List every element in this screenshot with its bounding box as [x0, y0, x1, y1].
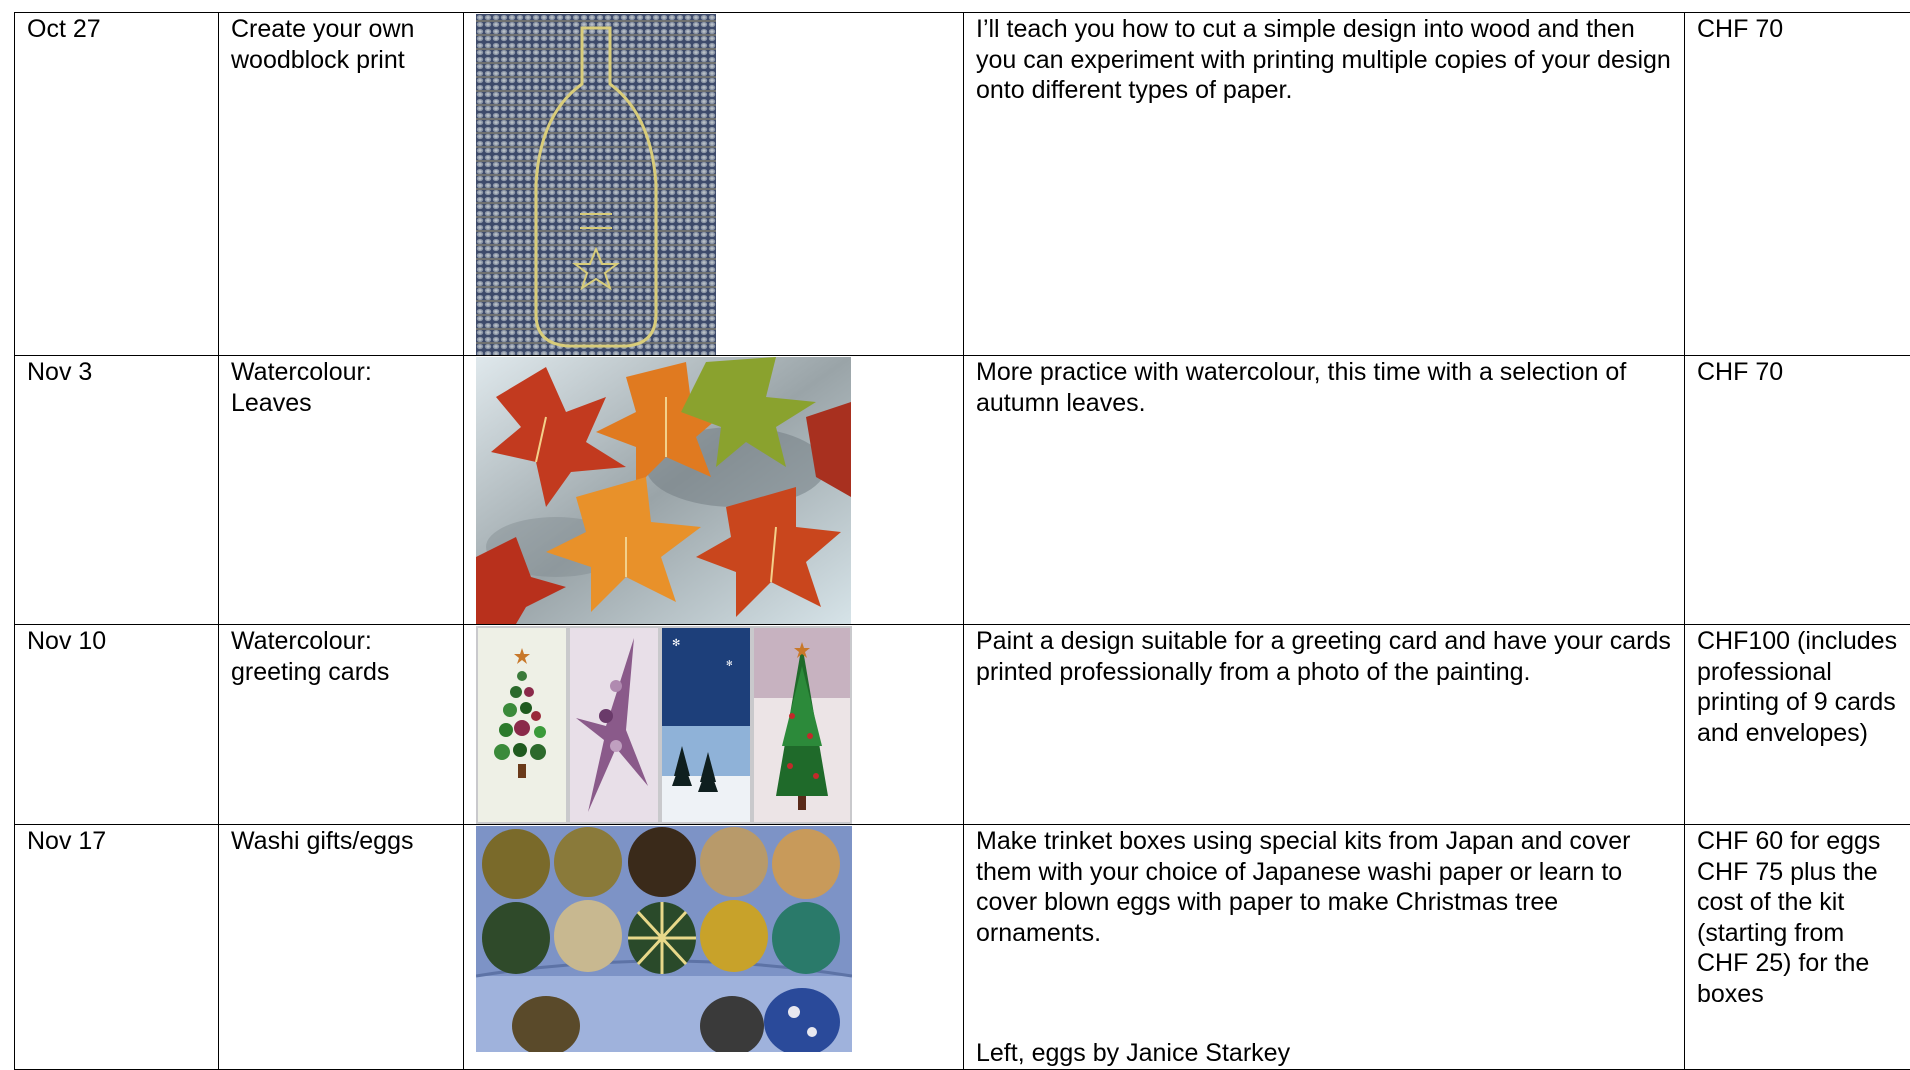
title-cell: Washi gifts/eggs	[219, 825, 464, 1070]
workshop-schedule-table	[14, 12, 1910, 1070]
description-cell: I’ll teach you how to cut a simple design into wood and then you can experiment with printing multiple copies of your design onto different types of paper.	[964, 13, 1685, 356]
description-cell: More practice with watercolour, this time with a selection of autumn leaves.	[964, 356, 1685, 625]
price-cell: CHF 60 for eggs CHF 75 plus the cost of the kit (starting from CHF 25) for the boxes	[1685, 825, 1910, 1070]
title-cell: Watercolour: greeting cards	[219, 625, 464, 825]
date-cell: Nov 17	[15, 825, 219, 1070]
table-row	[15, 356, 1910, 625]
title-cell: Create your own woodblock print	[219, 13, 464, 356]
image-credit: Left, eggs by Janice Starkey	[976, 1038, 1672, 1069]
date-cell: Nov 10	[15, 625, 219, 825]
washi-eggs-photo-image	[476, 826, 951, 1052]
description-cell: Paint a design suitable for a greeting card and have your cards printed professionally from a photo of the painting.	[964, 625, 1685, 825]
svg-text:✻: ✻	[726, 659, 733, 668]
date-cell: Oct 27	[15, 13, 219, 356]
greeting-cards-watercolour-image	[476, 626, 951, 824]
price-cell: CHF100 (includes professional printing of 9 cards and envelopes)	[1685, 625, 1910, 825]
date-cell: Nov 3	[15, 356, 219, 625]
autumn-leaves-watercolour-image	[476, 357, 951, 624]
table-row	[15, 825, 1910, 1070]
description-cell: Make trinket boxes using special kits from Japan and cover them with your choice of Japanese washi paper or learn to cover blown eggs with paper to make Christmas tree ornaments.	[976, 826, 1672, 948]
woodblock-print-image	[476, 14, 951, 355]
table-row	[15, 625, 1910, 825]
price-cell: CHF 70	[1685, 13, 1910, 356]
table-row	[15, 13, 1910, 356]
title-cell: Watercolour: Leaves	[219, 356, 464, 625]
price-cell: CHF 70	[1685, 356, 1910, 625]
svg-text:✻: ✻	[672, 638, 680, 649]
